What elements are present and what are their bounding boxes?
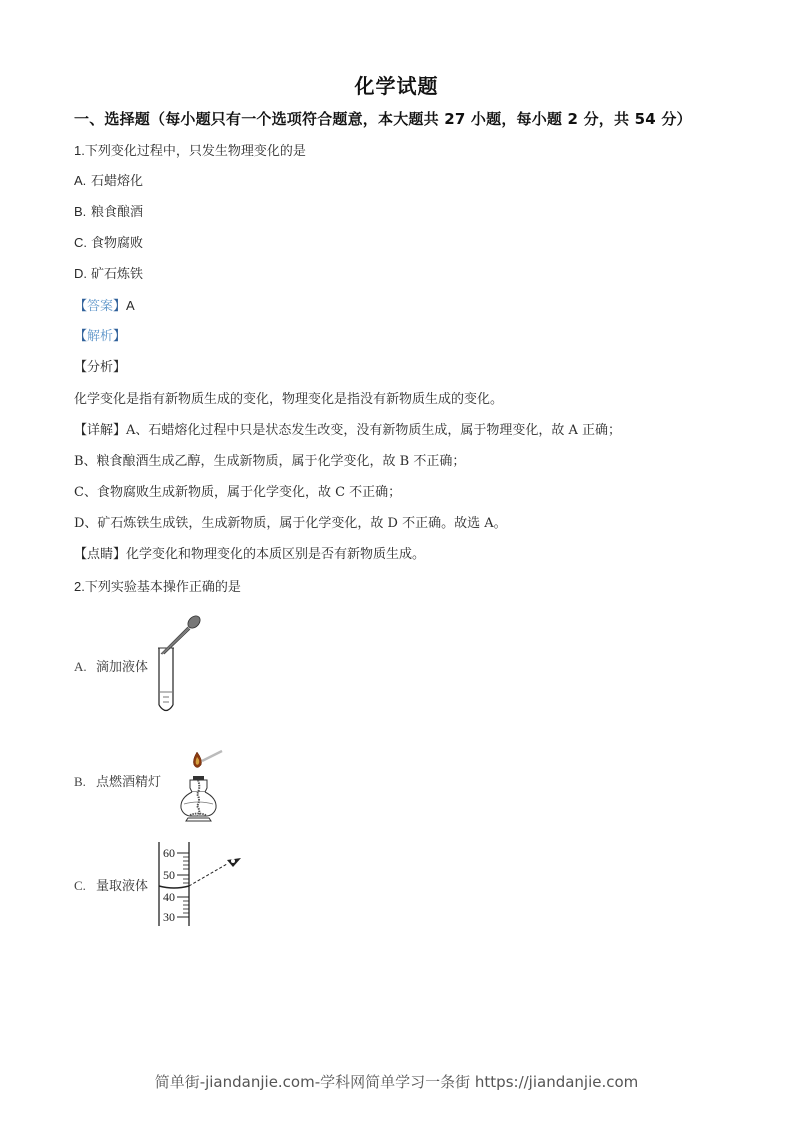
option-b <box>74 204 143 221</box>
page-title: 化学试题 <box>354 74 439 98</box>
option-key: C. <box>74 235 87 250</box>
question-1-stem <box>74 143 306 160</box>
alcohol-lamp-figure <box>178 748 238 826</box>
option-key: B. <box>74 774 86 789</box>
option-key: D. <box>74 266 87 281</box>
match-flame-icon <box>193 751 222 768</box>
answer-line <box>74 298 135 315</box>
option-text: 食物腐败 <box>91 236 144 251</box>
question-text: 下列变化过程中，只发生物理变化的是 <box>84 144 306 159</box>
fenxi-tag: 【分析】 <box>74 360 127 375</box>
dianjing-tag: 【点睛】 <box>74 547 127 562</box>
option-text: 粮食酿酒 <box>91 205 144 220</box>
detail-text: A、石蜡熔化过程中只是状态发生改变，没有新物质生成，属于物理变化，故 A 正确； <box>126 423 622 438</box>
fenxi-text: 化学变化是指有新物质生成的变化，物理变化是指没有新物质生成的变化。 <box>74 392 504 407</box>
option-key: C. <box>74 878 86 893</box>
detail-line-c: C、食物腐败生成新物质，属于化学变化，故 C 不正确； <box>74 485 402 500</box>
scale-label-60: 60 <box>163 846 175 860</box>
option-text: 点燃酒精灯 <box>96 775 162 790</box>
option-d <box>74 266 143 283</box>
bracket-close: 】 <box>113 329 127 344</box>
scale-label-40: 40 <box>163 890 175 904</box>
alcohol-lamp-icon <box>181 776 216 821</box>
q2-option-a <box>74 656 148 675</box>
dianjing-text: 化学变化和物理变化的本质区别是否有新物质生成。 <box>126 547 426 562</box>
question-number: 2. <box>74 579 85 594</box>
question-2-stem <box>74 579 241 596</box>
scale-label-30: 30 <box>163 910 175 924</box>
option-text: 矿石炼铁 <box>91 267 144 282</box>
section-header: 一、选择题（每小题只有一个选项符合题意，本大题共 27 小题，每小题 2 分，共 54 分） <box>74 110 692 128</box>
q2-option-c <box>74 875 148 894</box>
detail-line-d: D、矿石炼铁生成铁，生成新物质，属于化学变化，故 D 不正确。故选 A。 <box>74 516 507 531</box>
option-text: 滴加液体 <box>96 660 149 675</box>
dianjing-line <box>74 547 425 563</box>
analysis-label: 解析 <box>87 329 114 344</box>
answer-label: 答案 <box>87 299 114 314</box>
option-a <box>74 173 143 190</box>
graduated-cylinder-figure <box>155 840 250 928</box>
bracket-open: 【 <box>74 299 88 314</box>
detail-line-a <box>74 423 621 439</box>
option-key: A. <box>74 173 87 188</box>
answer-value: A <box>126 298 135 313</box>
q2-option-b <box>74 771 161 790</box>
detail-tag: 【详解】 <box>74 423 127 438</box>
analysis-heading <box>74 329 126 345</box>
bracket-open: 【 <box>74 329 88 344</box>
dropper-test-tube-figure <box>150 610 230 720</box>
option-key: A. <box>74 659 87 674</box>
test-tube-icon <box>158 648 174 711</box>
scale-label-50: 50 <box>163 868 175 882</box>
dropper-icon <box>161 614 202 654</box>
option-text: 量取液体 <box>96 879 149 894</box>
eye-icon <box>227 858 241 867</box>
question-number: 1. <box>74 143 85 158</box>
option-c <box>74 235 143 252</box>
option-text: 石蜡熔化 <box>91 174 144 189</box>
footer-watermark: 简单街-jiandanjie.com-学科网简单学习一条街 https://jiandanjie.com <box>154 1073 639 1091</box>
detail-line-b: B、粮食酿酒生成乙醇，生成新物质，属于化学变化，故 B 不正确； <box>74 454 466 469</box>
option-key: B. <box>74 204 87 219</box>
bracket-close: 】 <box>113 299 127 314</box>
question-text: 下列实验基本操作正确的是 <box>84 580 241 595</box>
